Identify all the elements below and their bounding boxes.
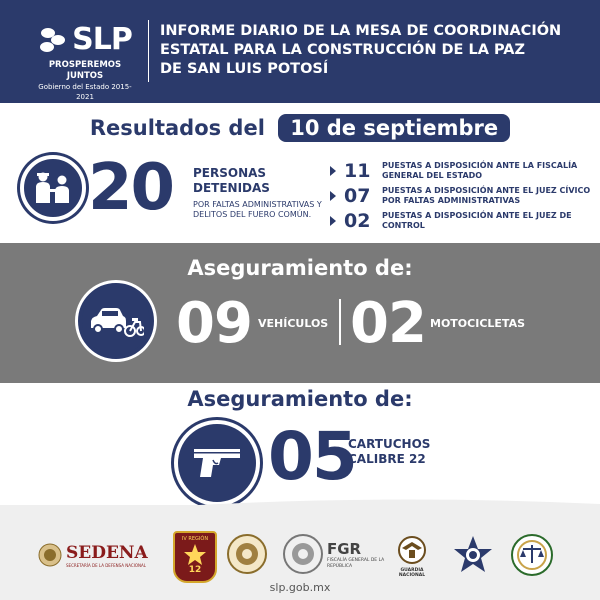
logo-wordmark: SLP xyxy=(72,22,132,57)
date-badge: 10 de septiembre xyxy=(278,114,510,142)
vehicle-icon-circle xyxy=(78,283,154,359)
vehicles-band xyxy=(0,243,600,383)
guardia-eagle-icon xyxy=(396,536,428,564)
breakdown-count: 11 xyxy=(344,160,371,182)
region-number: 12 xyxy=(188,565,202,575)
logo-subline: Gobierno del Estado 2015-2021 xyxy=(38,83,132,101)
logo-tagline: PROSPEREMOS JUNTOS xyxy=(48,60,122,81)
arrow-right-icon xyxy=(330,166,336,176)
report-title xyxy=(160,22,590,79)
header-divider xyxy=(148,20,149,82)
breakdown-row xyxy=(330,160,592,185)
arrow-right-icon xyxy=(330,216,336,226)
fgr-subtitle: FISCALÍA GENERAL DE LA REPÚBLICA xyxy=(327,558,385,569)
vehicles-heading: Aseguramiento de: xyxy=(187,256,413,280)
breakdown-row xyxy=(330,210,592,235)
detention-breakdown xyxy=(330,160,592,235)
detained-label xyxy=(193,166,270,196)
breakdown-text: PUESTAS A DISPOSICIÓN ANTE EL JUEZ CÍVICO POR FALTAS ADMINISTRATIVAS xyxy=(382,186,591,205)
title-line: DE SAN LUIS POTOSÍ xyxy=(160,61,329,77)
arrow-right-icon xyxy=(330,191,336,201)
slp-logo xyxy=(30,20,140,101)
mexico-eagle-seal-icon xyxy=(38,543,62,567)
sedena-wordmark: SEDENA xyxy=(66,543,148,563)
detained-subtext: POR FALTAS ADMINISTRATIVAS Y DELITOS DEL FUERO COMÚN. xyxy=(193,200,322,219)
cartridges-count: 05 xyxy=(268,418,356,495)
justice-seal-icon xyxy=(510,533,554,577)
vehicles-count: 09 xyxy=(176,291,252,356)
eagle-seal-icon xyxy=(226,533,268,575)
guardia-label: GUARDIA NACIONAL xyxy=(398,568,426,578)
cartridges-label-line: CARTUCHOS xyxy=(348,437,431,451)
breakdown-count: 07 xyxy=(344,185,371,207)
sedena-subtitle: SECRETARÍA DE LA DEFENSA NACIONAL xyxy=(66,563,146,568)
results-heading xyxy=(0,114,600,142)
region-label: IV REGIÓN xyxy=(181,536,209,542)
vehicles-divider xyxy=(339,299,341,345)
detained-icon-circle xyxy=(20,155,86,221)
results-heading-text: Resultados del xyxy=(89,116,265,140)
fgr-wordmark: FGR xyxy=(327,540,362,558)
header-banner xyxy=(0,0,600,103)
iv-region-shield xyxy=(173,531,217,583)
fgr-logo xyxy=(327,540,387,570)
breakdown-text: PUESTAS A DISPOSICIÓN ANTE LA FISCALÍA GENERAL DEL ESTADO xyxy=(382,161,578,180)
slp-emblem-icon xyxy=(38,25,68,55)
breakdown-row xyxy=(330,185,592,210)
vehicles-label: VEHÍCULOS xyxy=(258,317,329,330)
detained-count: 20 xyxy=(88,151,174,225)
federal-seal-icon xyxy=(282,533,324,575)
breakdown-text: PUESTAS A DISPOSICIÓN ANTE EL JUEZ DE CONTROL xyxy=(382,211,572,230)
guardia-nacional-logo xyxy=(392,536,432,578)
breakdown-count: 02 xyxy=(344,210,371,232)
car-motorcycle-icon xyxy=(88,304,144,338)
arrest-icon xyxy=(33,171,73,205)
weapons-heading: Aseguramiento de: xyxy=(187,387,413,411)
website-url: slp.gob.mx xyxy=(269,581,331,594)
motorcycles-count: 02 xyxy=(350,291,426,356)
cartridges-label xyxy=(348,437,430,467)
title-line: ESTATAL PARA LA CONSTRUCCIÓN DE LA PAZ xyxy=(160,42,526,58)
cartridges-label-line: CALIBRE 22 xyxy=(348,452,426,466)
detained-label-line: DETENIDAS xyxy=(193,181,270,195)
motorcycles-label: MOTOCICLETAS xyxy=(430,317,525,330)
title-line: INFORME DIARIO DE LA MESA DE COORDINACIÓN xyxy=(160,23,562,39)
pistol-icon xyxy=(191,443,243,483)
police-star-icon xyxy=(453,535,493,575)
detained-label-line: PERSONAS xyxy=(193,166,267,180)
